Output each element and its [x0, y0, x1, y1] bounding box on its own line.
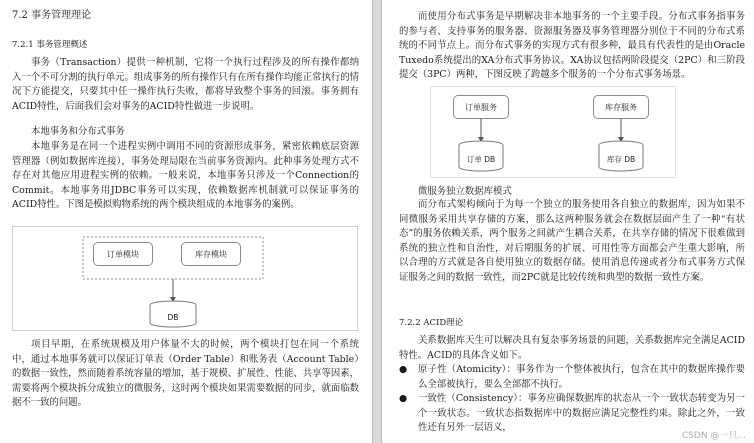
micro-paragraph: 而分布式架构倾向于为每一个独立的服务使用各自独立的数据库，因为如果不同微服务采用共享存储的方案，那么这两种服务就会在数据层面产生了一种“有状态”的服务依赖关系，两个服务之间就产生耦合关系，在共享存储的情况下很难做到系统的独立性和自治性，对后期服务的扩展、可用性等方面都会产生重大影响，所以合理的方式就是各自使用独立的数据存储。使用消息传递或者分布式事务方式保证服务之间的数据一致性，而2PC就是比较传统和典型的数据一致性方案。: [399, 199, 745, 283]
local-transaction-figure: [12, 226, 358, 331]
subsection-title: 7.2.1 事务管理概述: [12, 40, 88, 50]
bullet-dot: ●: [399, 364, 408, 375]
section-title: 7.2 事务管理理论: [12, 10, 92, 21]
db-label: DB: [167, 313, 179, 322]
inventory-service-box: 库存服务: [593, 95, 649, 119]
intro-paragraph: 事务（Transaction）提供一种机制，它将一个执行过程涉及的所有操作都纳入一个不可分割的执行单元。组成事务的所有操作只有在所有操作均能正常执行的情况下方能提交，只要其中任一操作执行失败，都将导致整个事务的回滚。事务拥有ACID特性，后面我们会对事务的ACID特性做进一步说明。: [12, 57, 359, 112]
order-db-label: 订单 DB: [466, 155, 496, 164]
inventory-db-label: 库存 DB: [606, 155, 636, 164]
project-paragraph: 项目早期，在系统规模及用户体量不大的时候，两个模块打包在同一个系统中，通过本地事务就可以保证订单表（Order Table）和账务表（Account Table）的数据一致性，然而随着系统容量的增加，基于规模、扩展性、性能、共享等因素，需要将两个模块拆分成独立的微服务，这时两个模块如果需要数据的同步，就面临数据不一致的问题。: [12, 339, 359, 409]
micro-heading: 微服务独立数据库模式: [418, 186, 512, 197]
distributed-paragraph: 而使用分布式事务是早期解决非本地事务的一个主要手段。分布式事务指事务的参与者、支持事务的服务器、资源服务器及事务管理器分别位于不同的分布式系统的不同节点上。而分布式事务的实现方式有很多种，最具有代表性的是由Oracle Tuxedo系统提出的XA分布式事务协议。XA协议包括两阶段提交（2PC）和三阶段提交（3PC）两种，下图反映了跨越多个服务的一个分布式事务场景。: [399, 11, 745, 81]
bullet-text: 原子性（Atomicity）：事务作为一个整体被执行，包含在其中的数据库操作要么全部被执行，要么全部都不执行。: [418, 364, 745, 390]
bullet-dot: ●: [399, 393, 408, 404]
acid-paragraph: 关系数据库天生可以解决具有复杂事务场景的问题，关系数据库完全满足ACID特性。ACID的具体含义如下。: [399, 335, 745, 361]
order-service-box: 订单服务: [453, 95, 509, 119]
left-page: [0, 0, 372, 443]
right-page: [382, 0, 754, 443]
inventory-module-box: 库存模块: [181, 242, 241, 266]
order-module-box: 订单模块: [93, 242, 153, 266]
local-paragraph: 本地事务是在同一个进程实例中调用不同的资源形成事务，紧密依赖底层资源管理器（例如数据库连接），事务处理局限在当前事务资源内。此种事务处理方式不存在对其他应用进程实例的依赖。一般来说，本地事务只涉及一个Connection的Commit。本地事务用JDBC事务可以实现，依赖数据库机制就可以保证事务的ACID特性。下图是模拟购物系统的两个模块组成的本地事务的案例。: [12, 141, 359, 211]
bullet-atomicity: [399, 363, 745, 393]
bullet-text: 一致性（Consistency）：事务应确保数据库的状态从一个一致状态转变为另一个一致状态。一致状态指数据库中的数据应满足完整性约束。除此之外，一致性还有另外一层语义，: [418, 393, 745, 434]
acid-title: 7.2.2 ACID理论: [399, 318, 464, 328]
watermark: CSDN @一只...: [681, 431, 746, 441]
local-heading: 本地事务和分布式事务: [31, 126, 125, 137]
page-gutter: [372, 0, 382, 443]
distributed-transaction-figure: [430, 86, 676, 178]
